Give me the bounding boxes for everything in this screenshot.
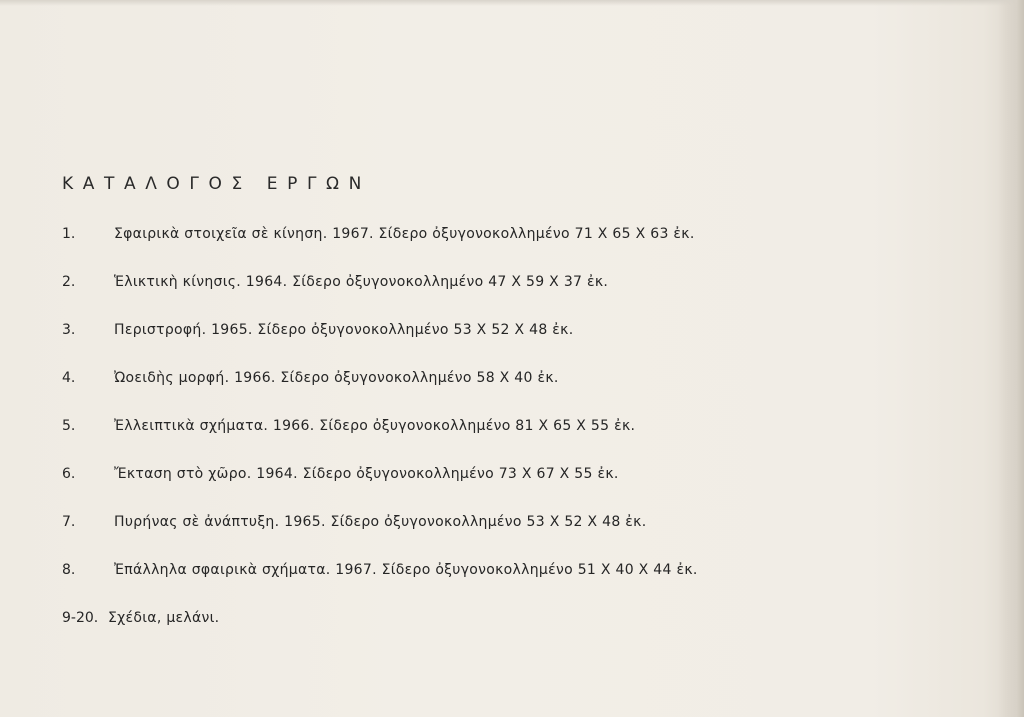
entry-number: 2. <box>62 274 76 290</box>
entry-number: 3. <box>62 322 76 338</box>
entry-text: Ἔκταση στὸ χῶρο. 1964. Σίδερο ὀξυγονοκολλημένο 73 Χ 67 Χ 55 ἐκ. <box>114 466 619 482</box>
catalog-entry <box>62 322 962 370</box>
entry-number: 4. <box>62 370 76 386</box>
catalog-entry <box>62 418 962 466</box>
catalog-entry <box>62 514 962 562</box>
entry-text: Πυρήνας σὲ ἀνάπτυξη. 1965. Σίδερο ὀξυγονοκολλημένο 53 Χ 52 Χ 48 ἐκ. <box>114 514 647 530</box>
catalog-entry <box>62 370 962 418</box>
catalog-entry <box>62 274 962 322</box>
catalog-entry <box>62 226 962 274</box>
entry-number: 9-20. <box>62 610 99 626</box>
entry-number: 5. <box>62 418 76 434</box>
catalog-entry <box>62 562 962 610</box>
entry-text: Σχέδια, μελάνι. <box>108 610 220 626</box>
catalog-entries-list <box>62 226 962 658</box>
entry-text: Ὠοειδὴς μορφή. 1966. Σίδερο ὀξυγονοκολλημένο 58 Χ 40 ἐκ. <box>114 370 559 386</box>
entry-text: Περιστροφή. 1965. Σίδερο ὀξυγονοκολλημένο 53 Χ 52 Χ 48 ἐκ. <box>114 322 574 338</box>
entry-number: 8. <box>62 562 76 578</box>
entry-number: 6. <box>62 466 76 482</box>
catalog-entry <box>62 466 962 514</box>
entry-text: Ἐλλειπτικὰ σχήματα. 1966. Σίδερο ὀξυγονοκολλημένο 81 Χ 65 Χ 55 ἐκ. <box>114 418 636 434</box>
entry-number: 1. <box>62 226 76 242</box>
entry-text: Ἐπάλληλα σφαιρικὰ σχήματα. 1967. Σίδερο ὀξυγονοκολλημένο 51 Χ 40 Χ 44 ἐκ. <box>114 562 698 578</box>
catalog-entry <box>62 610 962 658</box>
entry-number: 7. <box>62 514 76 530</box>
catalog-title: ΚΑΤΑΛΟΓΟΣ ΕΡΓΩΝ <box>62 174 371 194</box>
entry-text: Ἑλικτικὴ κίνησις. 1964. Σίδερο ὀξυγονοκολλημένο 47 Χ 59 Χ 37 ἐκ. <box>114 274 609 290</box>
entry-text: Σφαιρικὰ στοιχεῖα σὲ κίνηση. 1967. Σίδερο ὀξυγονοκολλημένο 71 Χ 65 Χ 63 ἐκ. <box>114 226 695 242</box>
